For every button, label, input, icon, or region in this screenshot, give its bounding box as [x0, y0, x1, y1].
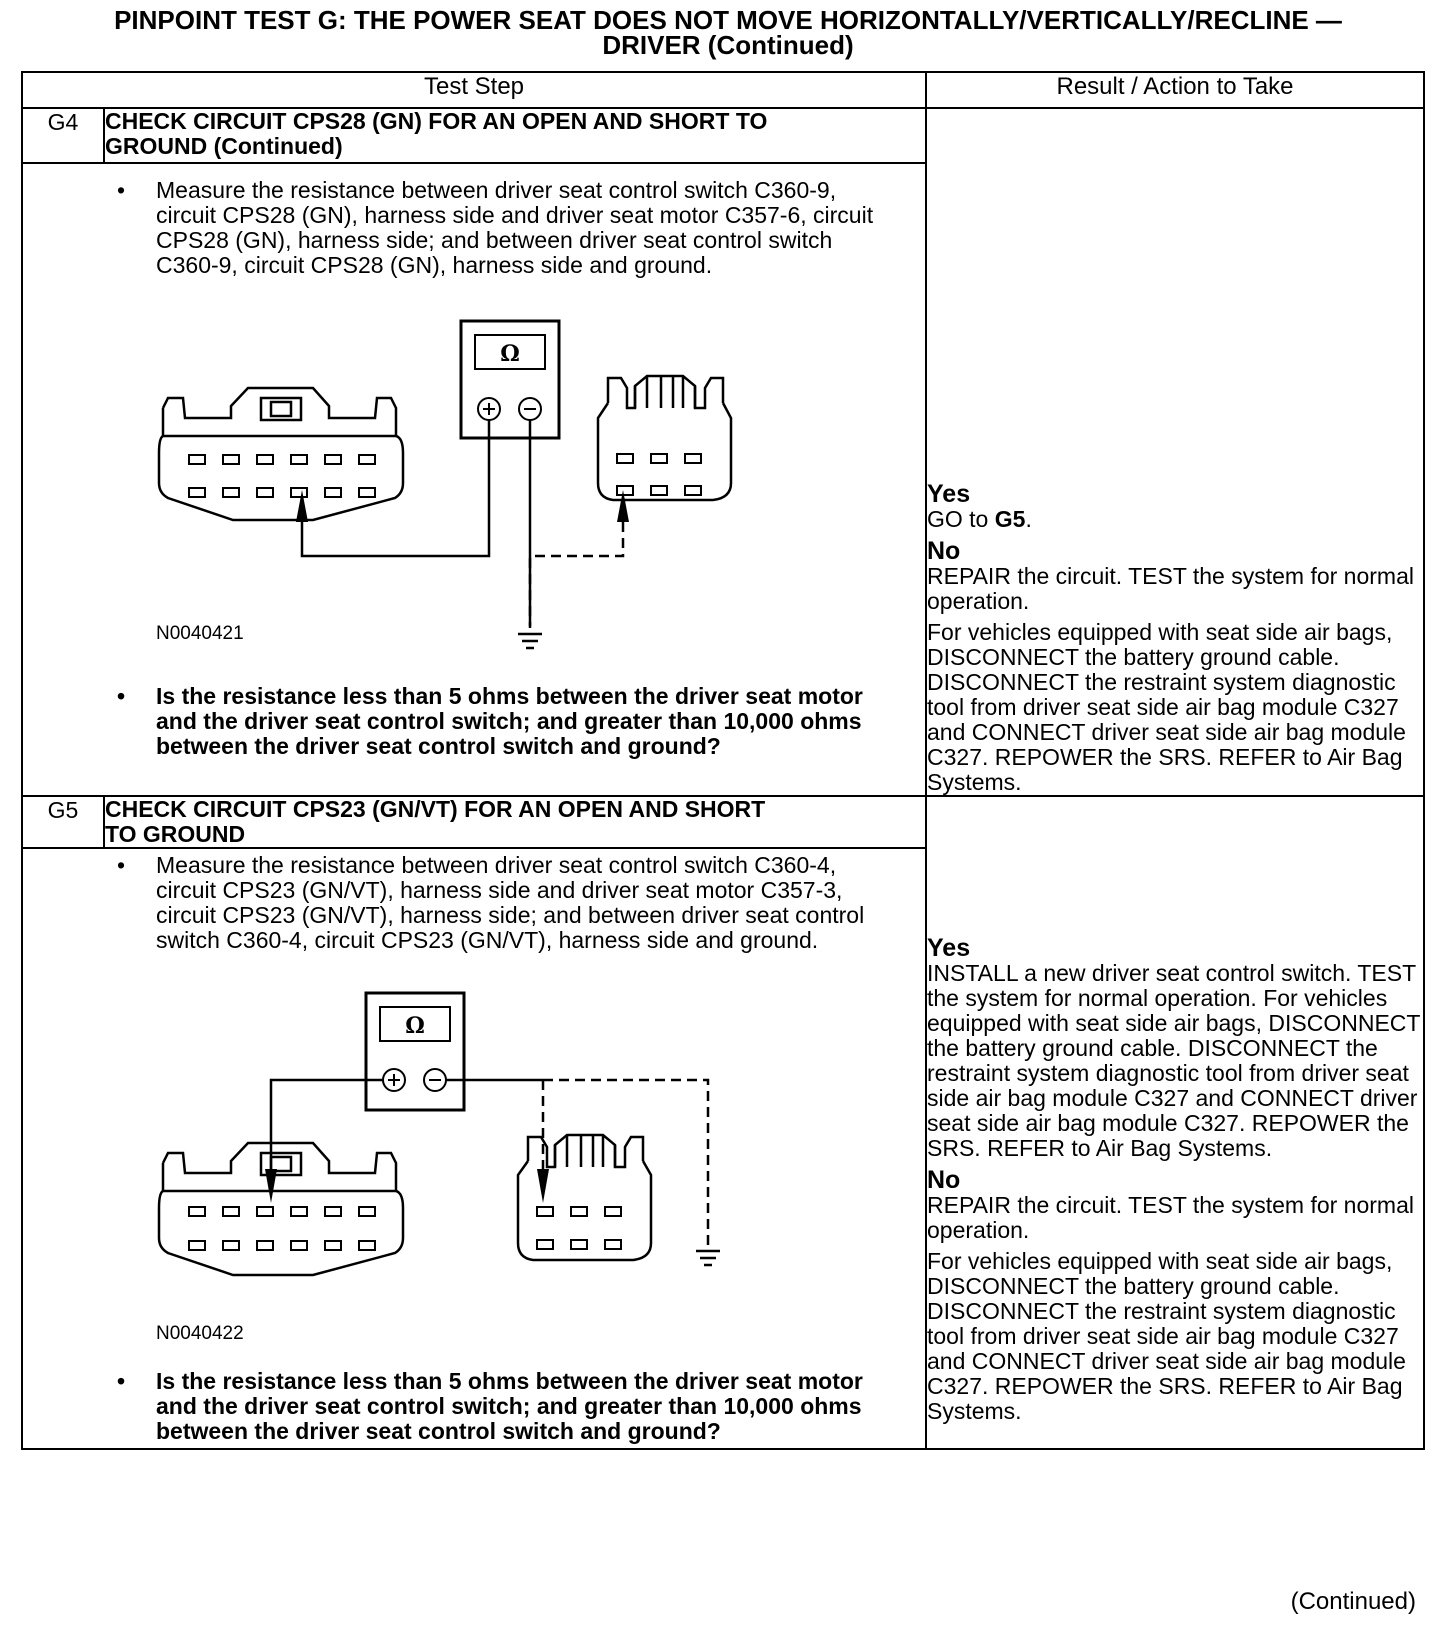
instruction-bullet — [23, 853, 925, 953]
ground-symbol — [518, 634, 542, 648]
column-header-result: Result / Action to Take — [926, 72, 1424, 108]
figure-id: N0040422 — [156, 1323, 244, 1344]
step-number: G4 — [22, 108, 104, 163]
ground-symbol — [696, 1251, 720, 1265]
step-g4-result — [926, 108, 1424, 796]
instruction-bullet — [23, 178, 925, 278]
right-connector — [598, 376, 731, 500]
step-body — [22, 848, 926, 1449]
step-heading-line: CHECK CIRCUIT CPS28 (GN) FOR AN OPEN AND SHORT TO — [105, 108, 768, 134]
figure-id: N0040421 — [156, 622, 244, 644]
result-yes-text: INSTALL a new driver seat control switch. TEST the system for normal operation. For vehicles equipped with seat side air bags, DISCONNECT the battery ground cable. DISCONNECT the restraint system diagnostic tool from driver seat side air bag module C327 and CONNECT driver seat side air bag module C327. REPOWER the SRS. REFER to Air Bag Systems. — [927, 960, 1421, 1161]
instruction-text: Measure the resistance between driver seat control switch C360-9, circuit CPS28 (GN), harness side and driver seat motor C357-6, circuit CPS28 (GN), harness side; and between driver seat control switch C360-9, circuit CPS28 (GN), harness side and ground. — [156, 176, 874, 278]
left-connector — [159, 1143, 403, 1275]
result-no-extra: For vehicles equipped with seat side air bags, DISCONNECT the battery ground cable. DISCONNECT the restraint system diagnostic tool from driver seat side air bag module C327 and CONNECT driver seat side air bag module C327. REPOWER the SRS. REFER to Air Bag Systems. — [927, 1248, 1406, 1424]
question-text: Is the resistance less than 5 ohms between the driver seat motor and the driver seat control switch; and greater than 10,000 ohms between the driver seat control switch and ground? — [156, 1368, 863, 1444]
left-connector-pins — [189, 455, 375, 497]
step-heading-line: TO GROUND — [105, 821, 246, 847]
test-leads — [302, 420, 623, 628]
bullet-dot: • — [117, 682, 126, 709]
page-title — [0, 5, 1456, 60]
result-no-text: REPAIR the circuit. TEST the system for normal operation. — [927, 563, 1414, 614]
bullet-dot: • — [117, 1368, 126, 1394]
question-bullet — [23, 684, 925, 759]
result-no-label: No — [927, 537, 961, 565]
instruction-text: Measure the resistance between driver seat control switch C360-4, circuit CPS23 (GN/VT), harness side and driver seat motor C357-3, circuit CPS23 (GN/VT), harness side; and between driver seat control switch C360-4, circuit CPS23 (GN/VT), harness side and ground. — [156, 852, 865, 953]
title-line-2: DRIVER (Continued) — [602, 30, 854, 60]
result-yes-label: Yes — [927, 480, 971, 508]
ohm-symbol: Ω — [500, 340, 520, 367]
step-heading-line: GROUND (Continued) — [105, 133, 343, 159]
result-no-text: REPAIR the circuit. TEST the system for normal operation. — [927, 1192, 1414, 1243]
title-line-1: PINPOINT TEST G: THE POWER SEAT DOES NOT MOVE HORIZONTALLY/VERTICALLY/RECLINE — — [114, 5, 1342, 35]
result-no-extra: For vehicles equipped with seat side air bags, DISCONNECT the battery ground cable. DISCONNECT the restraint system diagnostic tool from driver seat side air bag module C327 and CONNECT driver seat side air bag module C327. REPOWER the SRS. REFER to Air Bag Systems. — [927, 619, 1406, 795]
bullet-dot: • — [117, 852, 126, 878]
step-g4-heading-row — [22, 108, 1424, 163]
yes-text-end: . — [1025, 506, 1032, 532]
step-number: G5 — [22, 796, 104, 848]
probe-tips — [296, 490, 629, 522]
step-heading — [104, 108, 926, 163]
question-bullet — [23, 1369, 925, 1444]
ohm-symbol: Ω — [405, 1013, 425, 1039]
goto-link[interactable]: G5 — [994, 506, 1026, 532]
yes-text: GO to — [927, 506, 995, 532]
figure-g5 — [23, 953, 925, 1373]
question-text: Is the resistance less than 5 ohms between the driver seat motor and the driver seat control switch; and greater than 10,000 ohms between the driver seat control switch and ground? — [156, 682, 863, 759]
table-header-row — [22, 72, 1424, 108]
continued-label: (Continued) — [1290, 1588, 1416, 1615]
step-heading — [104, 796, 926, 848]
probe-tips — [265, 1169, 549, 1203]
result-yes-text — [927, 507, 1423, 532]
step-heading-line: CHECK CIRCUIT CPS23 (GN/VT) FOR AN OPEN AND SHORT — [105, 796, 766, 822]
result-no-label: No — [927, 1166, 961, 1194]
pinpoint-test-table — [21, 71, 1425, 1450]
ohmmeter — [461, 321, 559, 438]
wiring-diagram-g5 — [23, 953, 927, 1373]
step-g5-heading-row — [22, 796, 1424, 848]
result-yes-label: Yes — [927, 934, 971, 962]
figure-g4 — [23, 278, 925, 698]
step-body — [22, 163, 926, 796]
step-g5-result — [926, 796, 1424, 1449]
ohmmeter — [366, 993, 464, 1110]
bullet-dot: • — [117, 176, 126, 203]
column-header-test-step: Test Step — [22, 72, 926, 108]
